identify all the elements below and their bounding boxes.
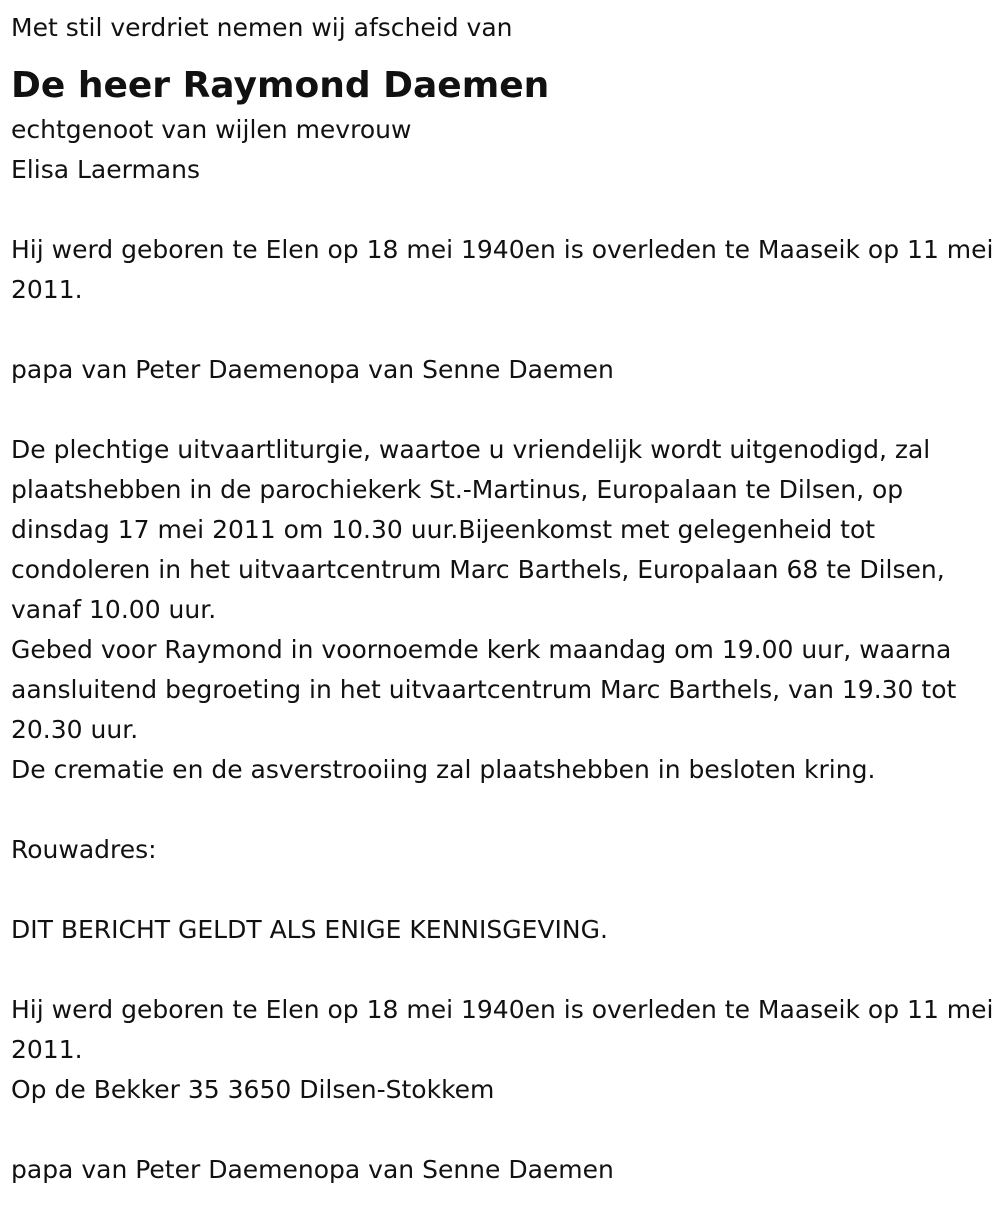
- spacer: [11, 1110, 996, 1150]
- obituary-notice: [11, 8, 996, 1190]
- spacer: [11, 390, 996, 430]
- birth-death-repeat-text: Hij werd geboren te Elen op 18 mei 1940en is overleden te Maaseik op 11 mei 2011.: [11, 995, 994, 1064]
- ceremony-paragraph-1: De plechtige uitvaartliturgie, waartoe u vriendelijk wordt uitgenodigd, zal plaatshebben in de parochiekerk St.-Martinus, Europalaan te Dilsen, op dinsdag 17 mei 2011 om 10.30 uur.Bijeenkomst met gelegenheid tot condoleren in het uitvaartcentrum Marc Barthels, Europalaan 68 te Dilsen, vanaf 10.00 uur.: [11, 435, 945, 624]
- spacer: [11, 790, 996, 830]
- spouse-line-2: Elisa Laermans: [11, 155, 200, 184]
- spacer: [11, 950, 996, 990]
- spacer: [11, 870, 996, 910]
- spouse-line-1: echtgenoot van wijlen mevrouw: [11, 115, 412, 144]
- ceremony-paragraph-3: De crematie en de asverstrooiing zal plaatshebben in besloten kring.: [11, 755, 876, 784]
- family-repeat-text: papa van Peter Daemenopa van Senne Daemen: [11, 1155, 614, 1184]
- spacer: [11, 310, 996, 350]
- birth-death-text: Hij werd geboren te Elen op 18 mei 1940en is overleden te Maaseik op 11 mei 2011.: [11, 235, 994, 304]
- spacer: [11, 190, 996, 230]
- mourning-address: Op de Bekker 35 3650 Dilsen-Stokkem: [11, 1075, 495, 1104]
- deceased-name: De heer Raymond Daemen: [11, 65, 550, 106]
- address-label: Rouwadres:: [11, 835, 157, 864]
- family-text: papa van Peter Daemenopa van Senne Daemen: [11, 355, 614, 384]
- intro-text: Met stil verdriet nemen wij afscheid van: [11, 13, 513, 42]
- ceremony-paragraph-2: Gebed voor Raymond in voornoemde kerk maandag om 19.00 uur, waarna aansluitend begroeting in het uitvaartcentrum Marc Barthels, van 19.30 tot 20.30 uur.: [11, 635, 957, 744]
- official-notice-text: DIT BERICHT GELDT ALS ENIGE KENNISGEVING.: [11, 915, 608, 944]
